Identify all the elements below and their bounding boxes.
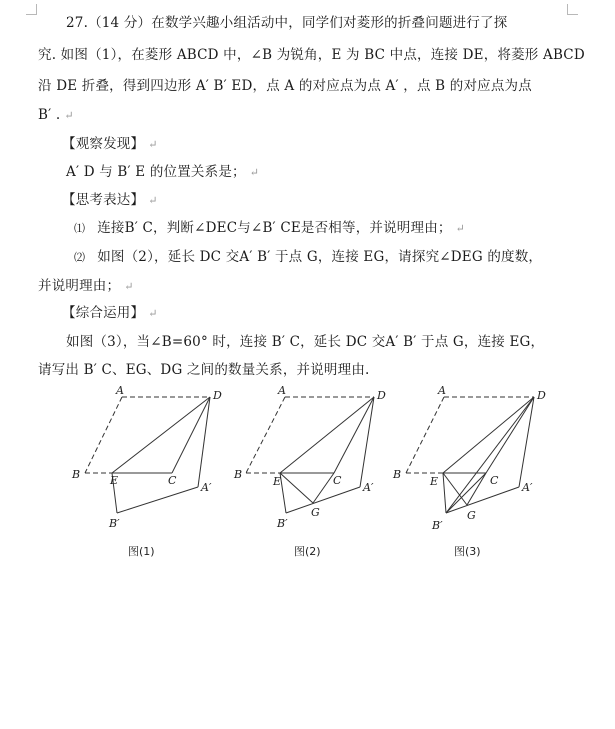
problem-line-4 — [38, 105, 74, 126]
label-A-prime: A′ — [522, 481, 533, 494]
edge-CD — [486, 397, 534, 473]
label-G: G — [311, 506, 320, 519]
page-corner-mark-left — [26, 4, 37, 15]
caption-figure-1: 图(1) — [128, 545, 155, 558]
label-A-prime: A′ — [363, 481, 374, 494]
caption-figure-3: 图(3) — [454, 545, 481, 558]
edge-ED — [280, 397, 374, 473]
label-A: A — [438, 385, 446, 397]
paragraph-mark: ↵ — [64, 109, 74, 122]
paragraph-mark: ↵ — [455, 222, 466, 235]
edge-DA-prime — [198, 397, 210, 487]
paragraph-mark: ↵ — [249, 166, 260, 179]
section-heading: 【思考表达】 — [62, 192, 145, 208]
paragraph-mark: ↵ — [124, 280, 134, 293]
edge-AB-dashed — [85, 397, 122, 473]
question-1 — [74, 218, 465, 239]
edge-CD — [172, 397, 210, 473]
question-text: 连接B′ C，判断∠DEC与∠B′ CE是否相等，并说明理由； — [97, 220, 452, 236]
label-B-prime: B′ — [432, 519, 443, 532]
section-heading: 【综合运用】 — [62, 305, 145, 321]
label-C: C — [490, 474, 499, 487]
label-B-prime: B′ — [109, 517, 120, 530]
question-text: A′ D 与 B′ E 的位置关系是； — [66, 164, 246, 180]
paragraph-mark: ↵ — [148, 307, 158, 320]
label-A: A — [116, 385, 124, 397]
problem-line-1 — [66, 13, 507, 33]
edge-B-prime-C — [446, 473, 486, 513]
edge-ED — [112, 397, 210, 473]
question-number: ⑴ — [74, 222, 86, 235]
label-E: E — [430, 475, 439, 488]
edge-AB-dashed — [406, 397, 444, 473]
edge-B-prime-E — [443, 473, 446, 513]
label-B-prime: B′ — [277, 517, 288, 530]
figure-1 — [85, 397, 210, 513]
question-2-cont — [38, 276, 134, 297]
edge-A-prime-B-prime — [286, 487, 360, 513]
question-2 — [74, 247, 542, 268]
question-text: 如图（3），当∠B=60° 时，连接 B′ C，延长 DC 交A′ B′ 于点 G，连接 EG， — [66, 334, 545, 350]
problem-text: 沿 DE 折叠，得到四边形 A′ B′ ED，点 A 的对应点为点 A′ ，点 B 的对应点为点 — [38, 78, 532, 94]
observe-question — [66, 162, 259, 183]
paragraph-mark: ↵ — [148, 194, 158, 207]
think-heading — [62, 190, 158, 211]
observe-heading — [62, 134, 158, 155]
label-B: B — [234, 468, 243, 481]
figure-2-labels — [233, 385, 386, 558]
edge-ED — [443, 397, 534, 473]
label-C: C — [168, 474, 177, 487]
edge-EG — [443, 473, 467, 505]
label-E: E — [110, 474, 119, 487]
label-D: D — [213, 389, 222, 402]
label-E: E — [273, 475, 282, 488]
edge-B-prime-D — [446, 397, 534, 513]
problem-line-3 — [38, 76, 532, 96]
apply-question-cont — [38, 360, 370, 380]
label-A: A — [278, 385, 286, 397]
figure-2 — [246, 397, 374, 513]
edge-EG — [280, 473, 313, 503]
apply-question — [66, 332, 544, 352]
edge-A-prime-B-prime — [117, 487, 198, 513]
question-text: 请写出 B′ C、EG、DG 之间的数量关系，并说明理由. — [38, 362, 370, 378]
caption-figure-2: 图(2) — [294, 545, 321, 558]
paragraph-mark: ↵ — [148, 138, 158, 151]
problem-text: 究. 如图（1），在菱形 ABCD 中，∠B 为锐角，E 为 BC 中点，连接 DE，将菱形 ABCD — [38, 47, 585, 63]
label-G: G — [467, 509, 476, 522]
label-A-prime: A′ — [201, 481, 212, 494]
label-B: B — [72, 468, 81, 481]
question-number: ⑵ — [74, 251, 86, 264]
problem-line-2 — [38, 45, 585, 65]
problem-text: B′ . — [38, 107, 61, 123]
figure-1-labels — [71, 385, 222, 558]
geometry-figures — [60, 385, 560, 570]
label-D: D — [537, 389, 546, 402]
question-text: 并说明理由； — [38, 278, 121, 294]
label-C: C — [333, 474, 342, 487]
page-corner-mark-right — [567, 4, 578, 15]
apply-heading — [62, 303, 158, 324]
label-B: B — [393, 468, 402, 481]
edge-CG — [313, 473, 334, 503]
label-D: D — [377, 389, 386, 402]
figure-3 — [406, 397, 534, 513]
edge-DA-prime — [519, 397, 534, 487]
question-text: 如图（2），延长 DC 交A′ B′ 于点 G，连接 EG，请探究∠DEG 的度数， — [97, 249, 543, 265]
problem-text: 27.（14 分）在数学兴趣小组活动中，同学们对菱形的折叠问题进行了探 — [66, 15, 508, 31]
section-heading: 【观察发现】 — [62, 136, 145, 152]
edge-AB-dashed — [246, 397, 285, 473]
